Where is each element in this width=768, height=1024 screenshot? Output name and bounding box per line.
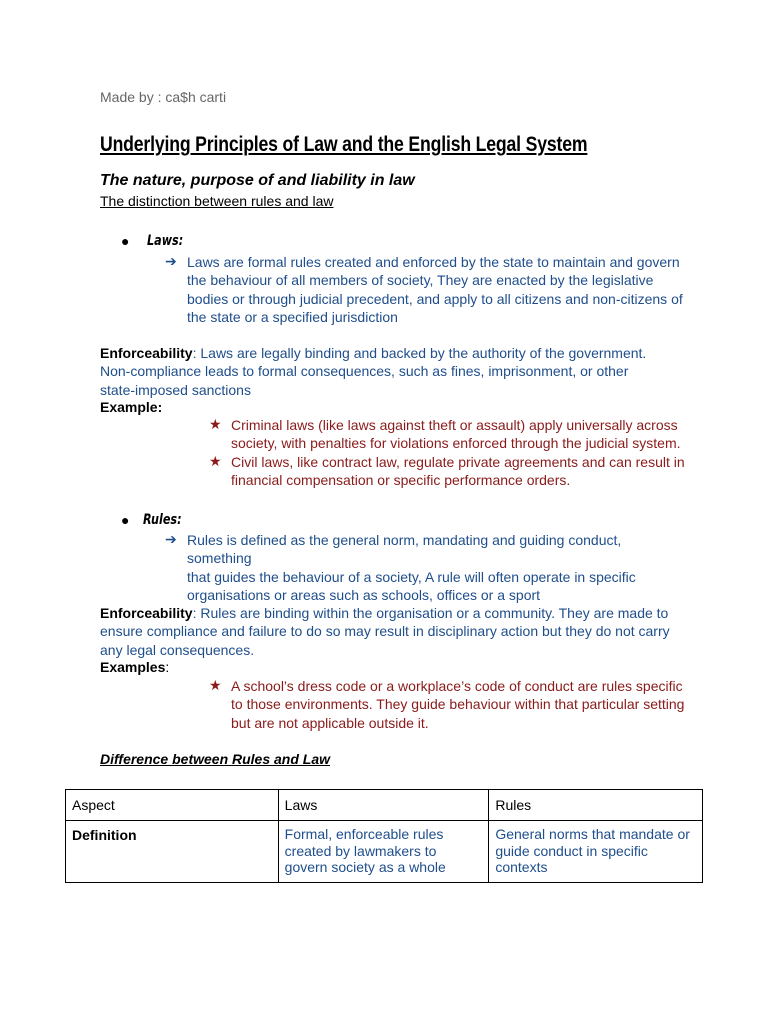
table-cell-rules: General norms that mandate or guide conduct in specific contexts: [489, 821, 703, 883]
star-icon: ★: [209, 677, 222, 693]
rules-label: Rules:: [143, 512, 182, 528]
table-header-cell: Rules: [489, 790, 703, 821]
laws-example-1: Criminal laws (like laws against theft or assault) apply universally across society, with penalties for violations enforced through the judicial system.: [231, 417, 681, 452]
arrow-icon: ➔: [165, 531, 177, 547]
made-by-credit: Made by : ca$h carti: [100, 89, 227, 105]
difference-heading: Difference between Rules and Law: [100, 751, 331, 767]
laws-example-2: Civil laws, like contract law, regulate private agreements and can result in financial compensation or specific performance orders.: [231, 454, 685, 489]
rules-example-label: Examples:: [100, 659, 170, 675]
star-icon: ★: [209, 416, 222, 432]
section-subheading: The nature, purpose of and liability in law: [100, 172, 415, 189]
table-header-cell: Laws: [278, 790, 489, 821]
rules-enforceability: Enforceability: Rules are binding within the organisation or a community. They are made to ensure compliance and failure to do so may result in disciplinary action but they do not carry any legal consequences.: [100, 605, 670, 658]
table-header-row: [66, 790, 703, 821]
comparison-table: [65, 789, 703, 883]
table-cell-laws: Formal, enforceable rules created by lawmakers to govern society as a whole: [278, 821, 489, 883]
rules-description: Rules is defined as the general norm, mandating and guiding conduct, something that guides the behaviour of a society, A rule will often operate in specific organisations or areas such as schools, offices or a sport: [187, 532, 636, 603]
laws-description: Laws are formal rules created and enforced by the state to maintain and govern the behaviour of all members of society, They are enacted by the legislative bodies or through judicial precedent, and apply to all citizens and non-citizens of the state or a specified jurisdiction: [187, 254, 683, 325]
rules-example-1: A school’s dress code or a workplace’s code of conduct are rules specific to those environments. They guide behaviour within that particular setting but are not applicable outside it.: [231, 678, 685, 731]
star-icon: ★: [209, 453, 222, 469]
laws-label: Laws:: [147, 233, 184, 249]
table-cell-aspect: Definition: [66, 821, 279, 883]
section-subtitle: The distinction between rules and law: [100, 193, 334, 209]
arrow-icon: ➔: [165, 253, 177, 269]
bullet-icon: ●: [121, 233, 130, 249]
document-title: Underlying Principles of Law and the English Legal System: [100, 133, 588, 156]
table-row: [66, 821, 703, 883]
table-header-cell: Aspect: [66, 790, 279, 821]
laws-enforceability: Enforceability: Laws are legally binding and backed by the authority of the government. Non-compliance leads to formal consequences, such as fines, imprisonment, or other state-imposed sanctions: [100, 345, 647, 398]
laws-example-label: Example:: [100, 399, 163, 415]
bullet-icon: ●: [121, 512, 130, 528]
